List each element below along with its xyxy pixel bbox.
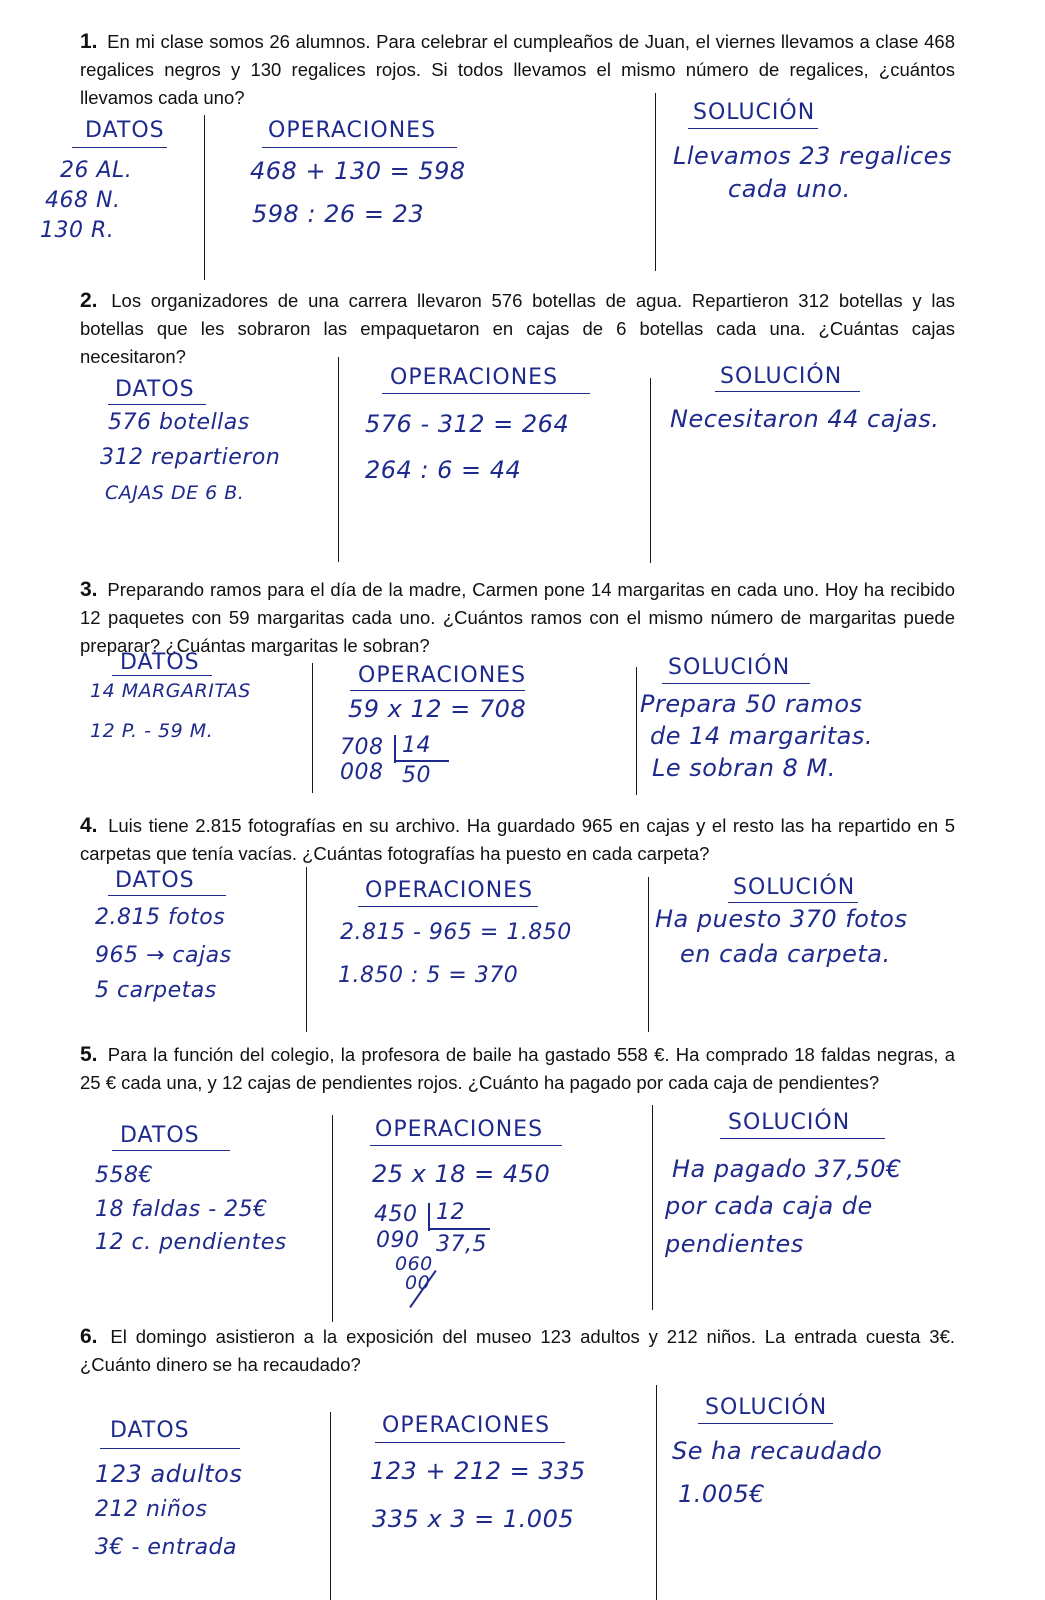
problem-number: 1. xyxy=(80,30,98,53)
problem-text: En mi clase somos 26 alumnos. Para celebrar el cumpleaños de Juan, el viernes llevamos a clase 468 regalices negros y 130 regalices rojos. Si todos llevamos el mismo número de regalices, ¿cuántos llevamos cada uno? xyxy=(80,31,956,108)
solucion-header: SOLUCIÓN xyxy=(720,364,843,389)
datos-line: 5 carpetas xyxy=(95,978,217,1003)
datos-line: 12 P. - 59 M. xyxy=(90,720,214,742)
datos-line: 18 faldas - 25€ xyxy=(95,1197,268,1222)
solution-line: 1.005€ xyxy=(678,1480,765,1508)
datos-header: DATOS xyxy=(120,1123,200,1148)
operation-line: 2.815 - 965 = 1.850 xyxy=(340,920,572,945)
datos-header: DATOS xyxy=(115,377,195,402)
solution-line: Ha pagado 37,50€ xyxy=(672,1155,902,1183)
datos-line: 26 AL. xyxy=(60,158,133,183)
problem-text: Los organizadores de una carrera llevaron 576 botellas de agua. Repartieron 312 botellas y las botellas que les sobraron las empaquetaron en cajas de 6 botellas cada una. ¿Cuántas cajas necesitaron? xyxy=(80,290,956,367)
operation-line: 123 + 212 = 335 xyxy=(370,1457,586,1485)
operaciones-header: OPERACIONES xyxy=(382,1413,551,1438)
datos-line: 312 repartieron xyxy=(100,445,281,470)
operaciones-header: OPERACIONES xyxy=(390,365,559,390)
solution-line: pendientes xyxy=(665,1230,804,1258)
datos-line: 576 botellas xyxy=(108,410,250,435)
solucion-header: SOLUCIÓN xyxy=(733,875,856,900)
problem-number: 2. xyxy=(80,289,98,312)
problem-text: Para la función del colegio, la profesora de baile ha gastado 558 €. Ha comprado 18 faldas negras, a 25 € cada una, y 12 cajas de pendientes rojos. ¿Cuánto ha pagado por cada caja de pendientes? xyxy=(80,1044,956,1093)
solution-line: Llevamos 23 regalices xyxy=(673,142,952,170)
solucion-header: SOLUCIÓN xyxy=(668,655,791,680)
division-quotient: 50 xyxy=(402,763,431,788)
operaciones-header: OPERACIONES xyxy=(268,118,437,143)
solution-line: Necesitaron 44 cajas. xyxy=(670,405,940,433)
solution-line: por cada caja de xyxy=(665,1192,873,1220)
operation-line: 335 x 3 = 1.005 xyxy=(372,1505,575,1533)
operaciones-header: OPERACIONES xyxy=(358,663,527,688)
problem-number: 4. xyxy=(80,814,98,837)
datos-line: CAJAS DE 6 B. xyxy=(105,482,245,504)
problem-4-statement xyxy=(80,812,955,868)
datos-header: DATOS xyxy=(85,118,165,143)
datos-header: DATOS xyxy=(120,650,200,675)
datos-line: 14 MARGARITAS xyxy=(90,680,251,702)
problem-number: 5. xyxy=(80,1043,98,1066)
problem-number: 3. xyxy=(80,578,98,601)
operation-line: 59 x 12 = 708 xyxy=(348,695,527,723)
problem-number: 6. xyxy=(80,1325,98,1348)
problem-3-statement xyxy=(80,576,955,660)
solucion-header: SOLUCIÓN xyxy=(705,1395,828,1420)
division-quotient: 37,5 xyxy=(436,1232,487,1257)
operation-line: 598 : 26 = 23 xyxy=(252,200,425,228)
datos-line: 3€ - entrada xyxy=(95,1535,237,1560)
datos-line: 965 → cajas xyxy=(95,943,232,968)
problem-text: El domingo asistieron a la exposición del museo 123 adultos y 212 niños. La entrada cuesta 3€. ¿Cuánto dinero se ha recaudado? xyxy=(80,1326,955,1375)
operaciones-header: OPERACIONES xyxy=(365,878,534,903)
division-divisor: 12 xyxy=(436,1200,465,1225)
division-remainder: 008 xyxy=(340,760,384,785)
solution-line: Prepara 50 ramos xyxy=(640,690,863,718)
solucion-header: SOLUCIÓN xyxy=(693,100,816,125)
datos-line: 12 c. pendientes xyxy=(95,1230,287,1255)
division-step: 060 xyxy=(395,1253,433,1275)
datos-line: 468 N. xyxy=(45,188,121,213)
division-step: 00 xyxy=(405,1272,431,1294)
solution-line: Le sobran 8 M. xyxy=(652,754,836,782)
division-divisor: 14 xyxy=(402,733,431,758)
division-remainder: 090 xyxy=(376,1228,420,1253)
solution-line: Ha puesto 370 fotos xyxy=(655,905,908,933)
datos-line: 123 adultos xyxy=(95,1460,243,1488)
problem-text: Luis tiene 2.815 fotografías en su archivo. Ha guardado 965 en cajas y el resto las ha repartido en 5 carpetas que tenía vacías. ¿Cuántas fotografías ha puesto en cada carpeta? xyxy=(80,815,955,864)
datos-header: DATOS xyxy=(110,1418,190,1443)
datos-line: 130 R. xyxy=(40,218,115,243)
operaciones-header: OPERACIONES xyxy=(375,1117,544,1142)
datos-line: 212 niños xyxy=(95,1497,208,1522)
datos-line: 2.815 fotos xyxy=(95,905,226,930)
solution-line: en cada carpeta. xyxy=(680,940,891,968)
operation-line: 576 - 312 = 264 xyxy=(365,410,570,438)
problem-1-statement xyxy=(80,28,955,112)
problem-text: Preparando ramos para el día de la madre, Carmen pone 14 margaritas en cada uno. Hoy ha recibido 12 paquetes con 59 margaritas cada uno. ¿Cuántos ramos con el mismo número de margaritas puede preparar? ¿Cuántas margaritas le sobran? xyxy=(80,579,956,656)
operation-line: 1.850 : 5 = 370 xyxy=(338,963,519,988)
operation-line: 264 : 6 = 44 xyxy=(365,456,522,484)
solution-line: cada uno. xyxy=(728,175,851,203)
division-dividend: 708 xyxy=(340,735,384,760)
problem-2-statement xyxy=(80,287,955,371)
operation-line: 468 + 130 = 598 xyxy=(250,157,466,185)
datos-header: DATOS xyxy=(115,868,195,893)
solution-line: Se ha recaudado xyxy=(672,1437,883,1465)
datos-line: 558€ xyxy=(95,1163,153,1188)
problem-5-statement xyxy=(80,1041,955,1097)
solution-line: de 14 margaritas. xyxy=(650,722,873,750)
solucion-header: SOLUCIÓN xyxy=(728,1110,851,1135)
division-dividend: 450 xyxy=(374,1202,418,1227)
problem-6-statement xyxy=(80,1323,955,1379)
operation-line: 25 x 18 = 450 xyxy=(372,1160,551,1188)
